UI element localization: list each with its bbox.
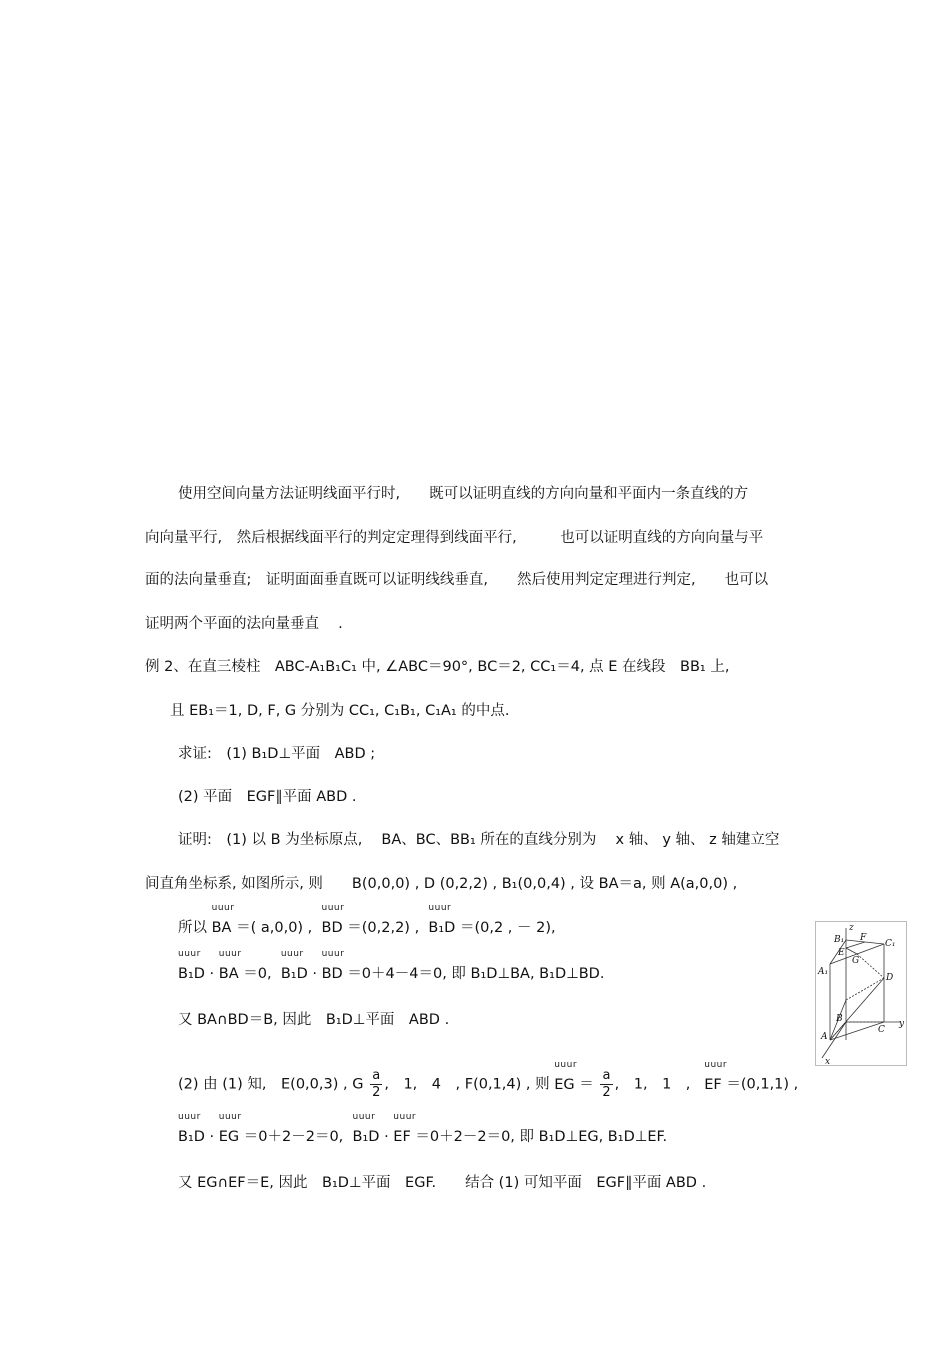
fraction-numerator: a bbox=[600, 1068, 612, 1085]
vector-ba bbox=[211, 903, 235, 938]
vector-b1d-label: B₁D bbox=[280, 966, 308, 982]
vector-eg bbox=[218, 1112, 242, 1147]
prism-figure bbox=[815, 921, 907, 1066]
vector-b1d bbox=[178, 1112, 205, 1147]
vector-bd bbox=[321, 949, 345, 984]
vector-ba-label: BA bbox=[218, 966, 239, 982]
dot-product-line-1 bbox=[178, 949, 605, 984]
vector-ef-label: EF bbox=[393, 1129, 411, 1145]
vector-b1d bbox=[178, 949, 205, 984]
vector-b1d-label: B₁D bbox=[178, 1129, 205, 1145]
vector-eg-label: EG bbox=[218, 1129, 240, 1145]
prove-line-1: 求证: (1) B₁D⊥平面 ABD ; bbox=[178, 746, 376, 762]
vector-eg-label: EG bbox=[554, 1076, 575, 1093]
example-line-2: 且 EB₁＝1, D, F, G 分别为 CC₁, C₁B₁, C₁A₁ 的中点. bbox=[170, 703, 510, 719]
dot3-value: ＝0＋2－2＝0, bbox=[243, 1129, 344, 1145]
prism-diagram bbox=[816, 922, 906, 1065]
vector-arrow: uuur bbox=[280, 949, 304, 959]
dot-operator: · bbox=[209, 966, 215, 982]
vector-arrow: uuur bbox=[178, 1112, 201, 1122]
label-a: A bbox=[821, 1032, 828, 1042]
vector-arrow: uuur bbox=[178, 949, 201, 959]
label-d: D bbox=[886, 973, 894, 983]
vector-b1d-label: B₁D bbox=[428, 920, 456, 936]
vector-eg bbox=[554, 1059, 578, 1095]
vector-arrow: uuur bbox=[321, 903, 345, 913]
proof-line-2: 间直角坐标系, 如图所示, 则 B(0,0,0) , D (0,2,2) , B₁(0,0,4) , 设 BA＝a, 则 A(a,0,0) , bbox=[145, 876, 738, 892]
dot4-value: ＝0＋2－2＝0, 即 B₁D⊥EG, B₁D⊥EF. bbox=[415, 1129, 668, 1145]
paragraph-line-2: 向向量平行, 然后根据线面平行的判定定理得到线面平行, 也可以证明直线的方向向量与平 bbox=[145, 530, 764, 546]
label-a1: A₁ bbox=[818, 967, 829, 977]
eg-coordinates-rest: , 1, 1 , bbox=[614, 1076, 691, 1093]
vector-ef bbox=[704, 1059, 728, 1095]
label-y: y bbox=[899, 1019, 905, 1029]
vector-arrow: uuur bbox=[352, 1112, 376, 1122]
label-f: F bbox=[860, 933, 867, 943]
fraction-a-over-2 bbox=[600, 1068, 612, 1101]
example-line-1: 例 2、在直三棱柱 ABC-A₁B₁C₁ 中, ∠ABC＝90°, BC＝2, CC₁＝4, 点 E 在线段 BB₁ 上, bbox=[145, 659, 730, 675]
label-z: z bbox=[849, 923, 854, 933]
label-g: G bbox=[852, 956, 860, 966]
dot-product-line-2 bbox=[178, 1112, 668, 1147]
paragraph-line-1: 使用空间向量方法证明线面平行时, 既可以证明直线的方向向量和平面内一条直线的方 bbox=[178, 486, 749, 502]
fraction-a-over-2 bbox=[370, 1068, 382, 1101]
vector-arrow: uuur bbox=[211, 903, 235, 913]
vector-b1d-label: B₁D bbox=[352, 1129, 380, 1145]
dot2-value: ＝0＋4－4＝0, 即 B₁D⊥BA, B₁D⊥BD. bbox=[347, 966, 605, 982]
g-coordinates-rest: , 1, 4 , F(0,1,4) , 则 bbox=[384, 1076, 550, 1093]
vector-arrow: uuur bbox=[321, 949, 345, 959]
paragraph-line-3: 面的法向量垂直; 证明面面垂直既可以证明线线垂直, 然后使用判定定理进行判定, 也可以 bbox=[145, 572, 769, 588]
label-c: C bbox=[878, 1025, 885, 1035]
vector-ef-label: EF bbox=[704, 1076, 722, 1093]
vector-arrow: uuur bbox=[393, 1112, 417, 1122]
bd-value: ＝(0,2,2) , bbox=[347, 920, 420, 936]
vector-arrow: uuur bbox=[218, 949, 242, 959]
label-x: x bbox=[825, 1057, 831, 1065]
vector-b1d bbox=[352, 1112, 380, 1147]
dot1-value: ＝0, bbox=[243, 966, 272, 982]
ba-value: ＝( a,0,0) , bbox=[236, 920, 313, 936]
vector-b1d-label: B₁D bbox=[178, 966, 205, 982]
label-b1: B₁ bbox=[834, 935, 845, 945]
prove-line-2: (2) 平面 EGF∥平面 ABD . bbox=[178, 789, 357, 805]
dot-operator: · bbox=[312, 966, 317, 982]
label-e: E bbox=[838, 948, 845, 958]
vector-bd-label: BD bbox=[321, 966, 343, 982]
ef-value: ＝(0,1,1) , bbox=[726, 1076, 799, 1093]
vector-ba bbox=[218, 949, 242, 984]
label-c1: C₁ bbox=[885, 939, 896, 949]
proof-line-1: 证明: (1) 以 B 为坐标原点, BA、BC、BB₁ 所在的直线分别为 x 轴、 y 轴、 z 轴建立空 bbox=[178, 832, 780, 848]
vector-b1d bbox=[428, 903, 456, 938]
vector-ef bbox=[393, 1112, 417, 1147]
vector-b1d bbox=[280, 949, 308, 984]
vector-arrow: uuur bbox=[218, 1112, 242, 1122]
vector-arrow: uuur bbox=[704, 1059, 728, 1070]
vector-bd-label: BD bbox=[321, 920, 343, 936]
fraction-numerator: a bbox=[370, 1068, 382, 1085]
fraction-denominator: 2 bbox=[602, 1085, 611, 1100]
proof-conclusion-2: 又 EG∩EF＝E, 因此 B₁D⊥平面 EGF. 结合 (1) 可知平面 EGF∥平面 ABD . bbox=[178, 1175, 707, 1191]
label-b: B bbox=[836, 1014, 843, 1024]
vector-ba-label: BA bbox=[211, 920, 232, 936]
dot-operator: · bbox=[384, 1129, 389, 1145]
fraction-denominator: 2 bbox=[372, 1085, 381, 1100]
part2-start: (2) 由 (1) 知, E(0,0,3) , G bbox=[178, 1076, 364, 1093]
vector-bd bbox=[321, 903, 345, 938]
proof-conclusion-1: 又 BA∩BD＝B, 因此 B₁D⊥平面 ABD . bbox=[178, 1012, 450, 1028]
vector-line bbox=[178, 903, 556, 938]
equals-sign: ＝ bbox=[579, 1076, 594, 1093]
vector-arrow: uuur bbox=[428, 903, 452, 913]
vector-arrow: uuur bbox=[554, 1059, 578, 1070]
paragraph-line-4: 证明两个平面的法向量垂直 . bbox=[145, 616, 343, 632]
so-text: 所以 bbox=[178, 920, 207, 936]
dot-operator: · bbox=[209, 1129, 215, 1145]
part2-line bbox=[178, 1059, 799, 1101]
b1d-value: ＝(0,2 , － 2), bbox=[459, 920, 556, 936]
